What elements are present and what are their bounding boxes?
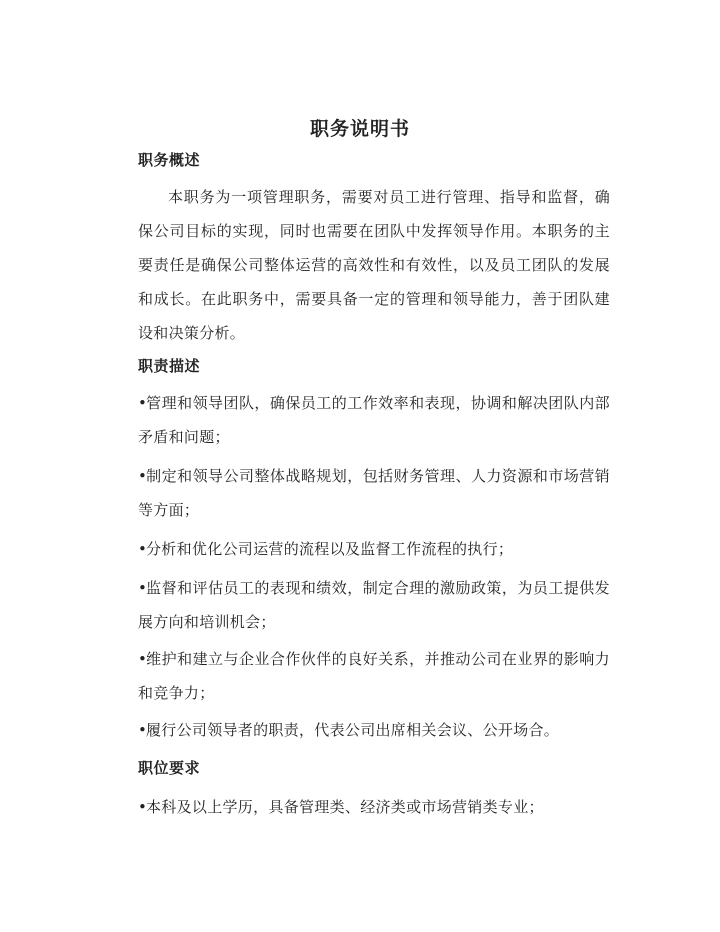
duty-item: [138, 386, 610, 454]
duty-item: [138, 713, 610, 747]
duty-item: [138, 571, 610, 639]
bullet-icon: •: [138, 650, 148, 668]
duty-item-text: 分析和优化公司运营的流程以及监督工作流程的执行；: [146, 540, 514, 558]
duty-item: [138, 459, 610, 527]
bullet-icon: •: [138, 394, 148, 412]
bullet-icon: •: [138, 721, 148, 739]
section-heading-overview: 职务概述: [138, 151, 201, 169]
requirement-item-text: 本科及以上学历，具备管理类、经济类或市场营销类专业；: [146, 798, 544, 816]
duty-item: [138, 532, 610, 566]
requirement-item: [138, 790, 610, 824]
overview-paragraph: 本职务为一项管理职务，需要对员工进行管理、指导和监督，确保公司目标的实现，同时也需要在团队中发挥领导作用。本职务的主要责任是确保公司整体运营的高效性和有效性，以及员工团队的发展和成长。在此职务中，需要具备一定的管理和领导能力，善于团队建设和决策分析。: [138, 188, 610, 342]
document-title: 职务说明书: [309, 118, 410, 140]
bullet-icon: •: [138, 798, 148, 816]
duty-item-text: 管理和领导团队，确保员工的工作效率和表现，协调和解决团队内部矛盾和问题；: [138, 394, 610, 446]
duty-item-text: 制定和领导公司整体战略规划，包括财务管理、人力资源和市场营销等方面；: [138, 467, 610, 519]
bullet-icon: •: [138, 540, 148, 558]
duty-item-text: 履行公司领导者的职责，代表公司出席相关会议、公开场合。: [146, 721, 560, 739]
bullet-icon: •: [138, 579, 148, 597]
duty-item: [138, 642, 610, 710]
duty-item-text: 维护和建立与企业合作伙伴的良好关系，并推动公司在业界的影响力和竞争力；: [138, 650, 610, 702]
duty-item-text: 监督和评估员工的表现和绩效，制定合理的激励政策，为员工提供发展方向和培训机会；: [138, 579, 610, 631]
section-heading-duties: 职责描述: [138, 357, 201, 375]
section-heading-requirements: 职位要求: [138, 759, 201, 777]
bullet-icon: •: [138, 467, 148, 485]
